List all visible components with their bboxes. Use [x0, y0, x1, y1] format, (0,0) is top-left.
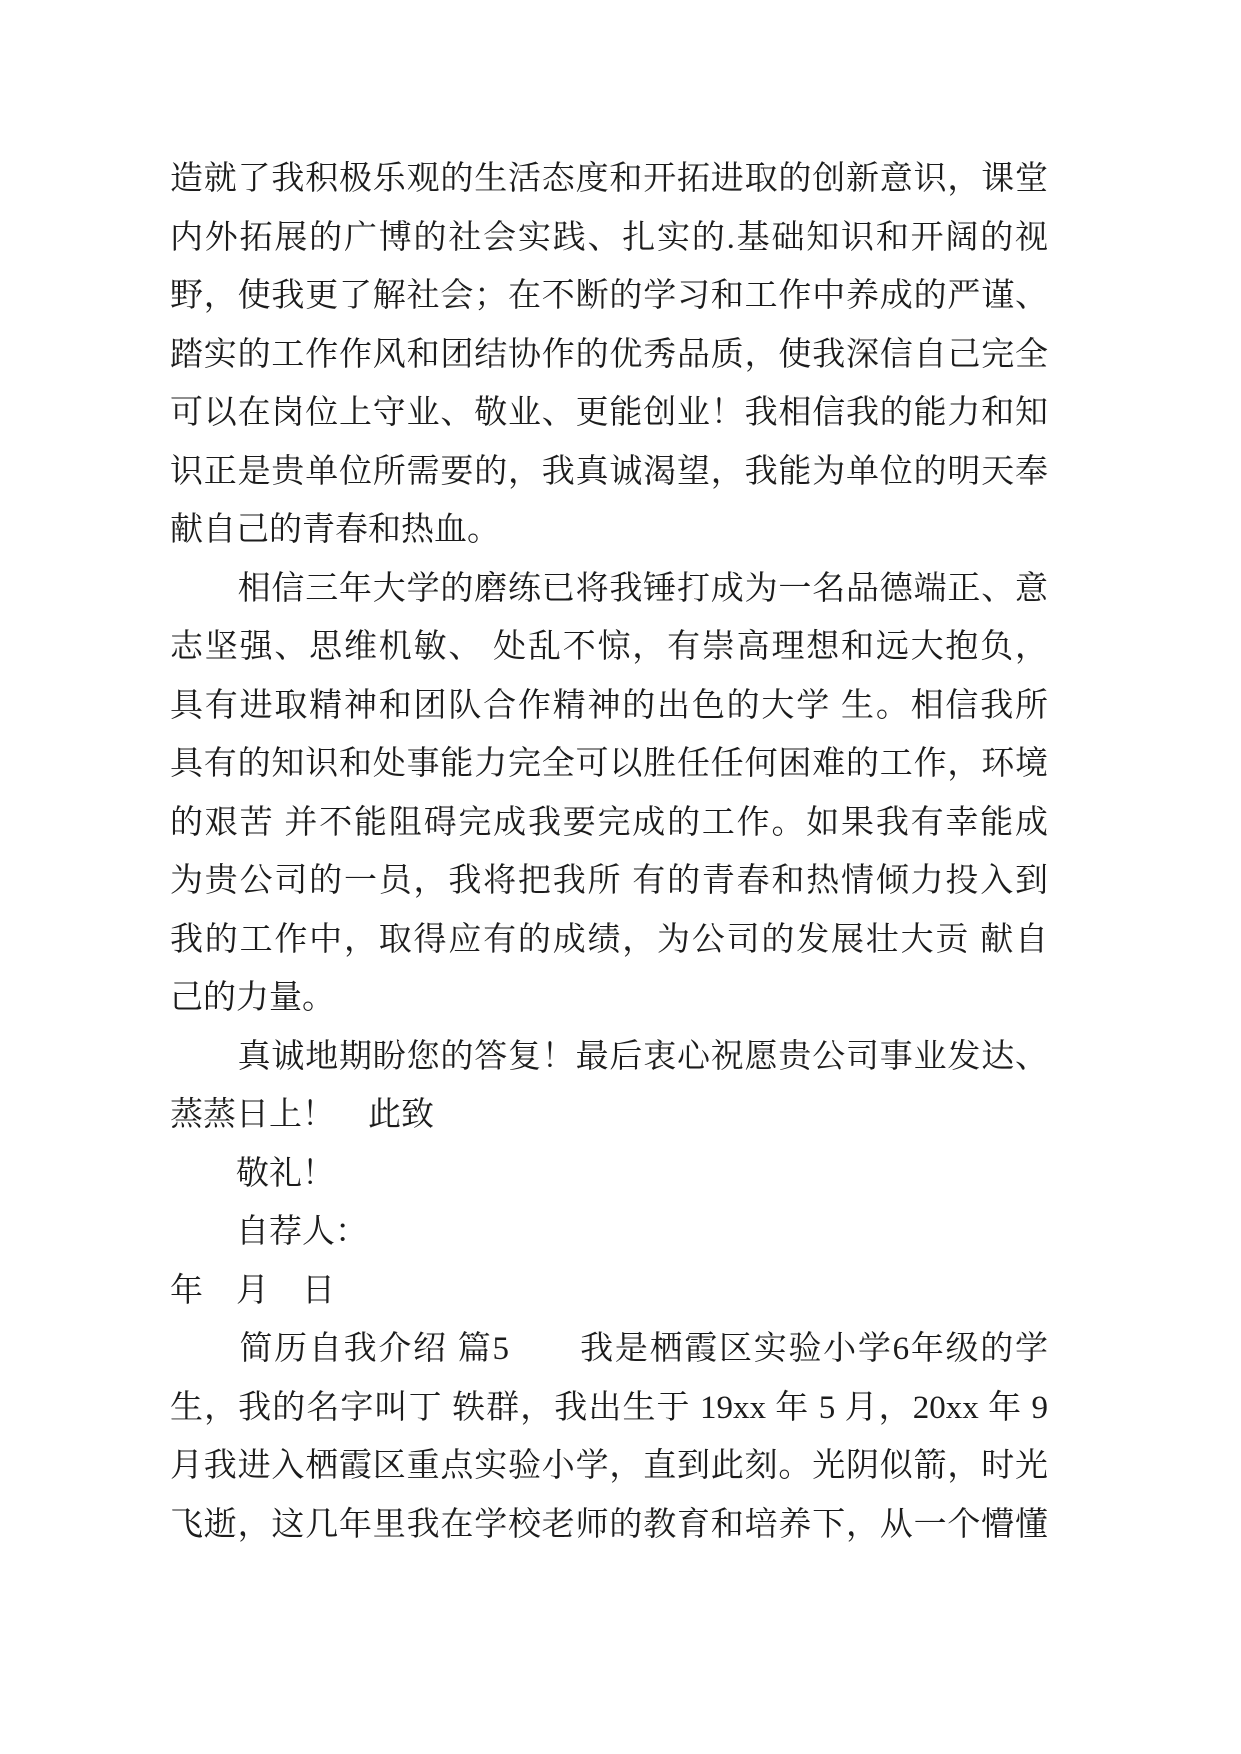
text-line: 年 月 日 — [170, 1272, 335, 1309]
text-line: 自荐人： — [170, 1214, 368, 1250]
text-line: 具有进取精神和团队合作精神的出色的大学 生。相信我所 — [170, 687, 1048, 724]
document-text-block — [170, 150, 1048, 1554]
text-line: 简历自我介绍 篇5 我是栖霞区实验小学6年级的学 — [170, 1331, 1048, 1367]
text-line: 我的工作中，取得应有的成绩，为公司的发展壮大贡 献自 — [170, 921, 1048, 958]
text-line: 踏实的工作作风和团结协作的优秀品质，使我深信自己完全 — [170, 336, 1048, 373]
text-line: 的艰苦 并不能阻碍完成我要完成的工作。如果我有幸能成 — [170, 804, 1048, 841]
text-line: 为贵公司的一员，我将把我所 有的青春和热情倾力投入到 — [170, 863, 1048, 899]
text-line: 飞逝，这几年里我在学校老师的教育和培养下，从一个懵懂 — [170, 1506, 1048, 1543]
text-line: 具有的知识和处事能力完全可以胜任任何困难的工作，环境 — [170, 746, 1048, 782]
text-line: 生，我的名字叫丁 轶群，我出生于 19xx 年 5 月，20xx 年 9 — [170, 1389, 1049, 1426]
text-line: 相信三年大学的磨练已将我锤打成为一名品德端正、意 — [170, 570, 1048, 607]
text-line: 识正是贵单位所需要的，我真诚渴望，我能为单位的明天奉 — [170, 453, 1048, 490]
text-line: 可以在岗位上守业、敬业、更能创业！我相信我的能力和知 — [170, 395, 1048, 431]
text-line: 造就了我积极乐观的生活态度和开拓进取的创新意识，课堂 — [170, 161, 1048, 197]
text-line: 己的力量。 — [170, 980, 335, 1016]
text-line: 蒸蒸日上！ 此致 — [170, 1097, 434, 1133]
text-line: 献自己的青春和热血。 — [170, 512, 500, 548]
text-line: 敬礼！ — [170, 1155, 335, 1192]
text-line: 志坚强、思维机敏、 处乱不惊，有崇高理想和远大抱负， — [170, 629, 1048, 665]
text-line: 野，使我更了解社会；在不断的学习和工作中养成的严谨、 — [170, 278, 1048, 314]
text-line: 月我进入栖霞区重点实验小学，直到此刻。光阴似箭，时光 — [170, 1448, 1048, 1484]
text-line: 内外拓展的广博的社会实践、扎实的.基础知识和开阔的视 — [170, 219, 1048, 256]
text-line: 真诚地期盼您的答复！最后衷心祝愿贵公司事业发达、 — [170, 1038, 1048, 1075]
